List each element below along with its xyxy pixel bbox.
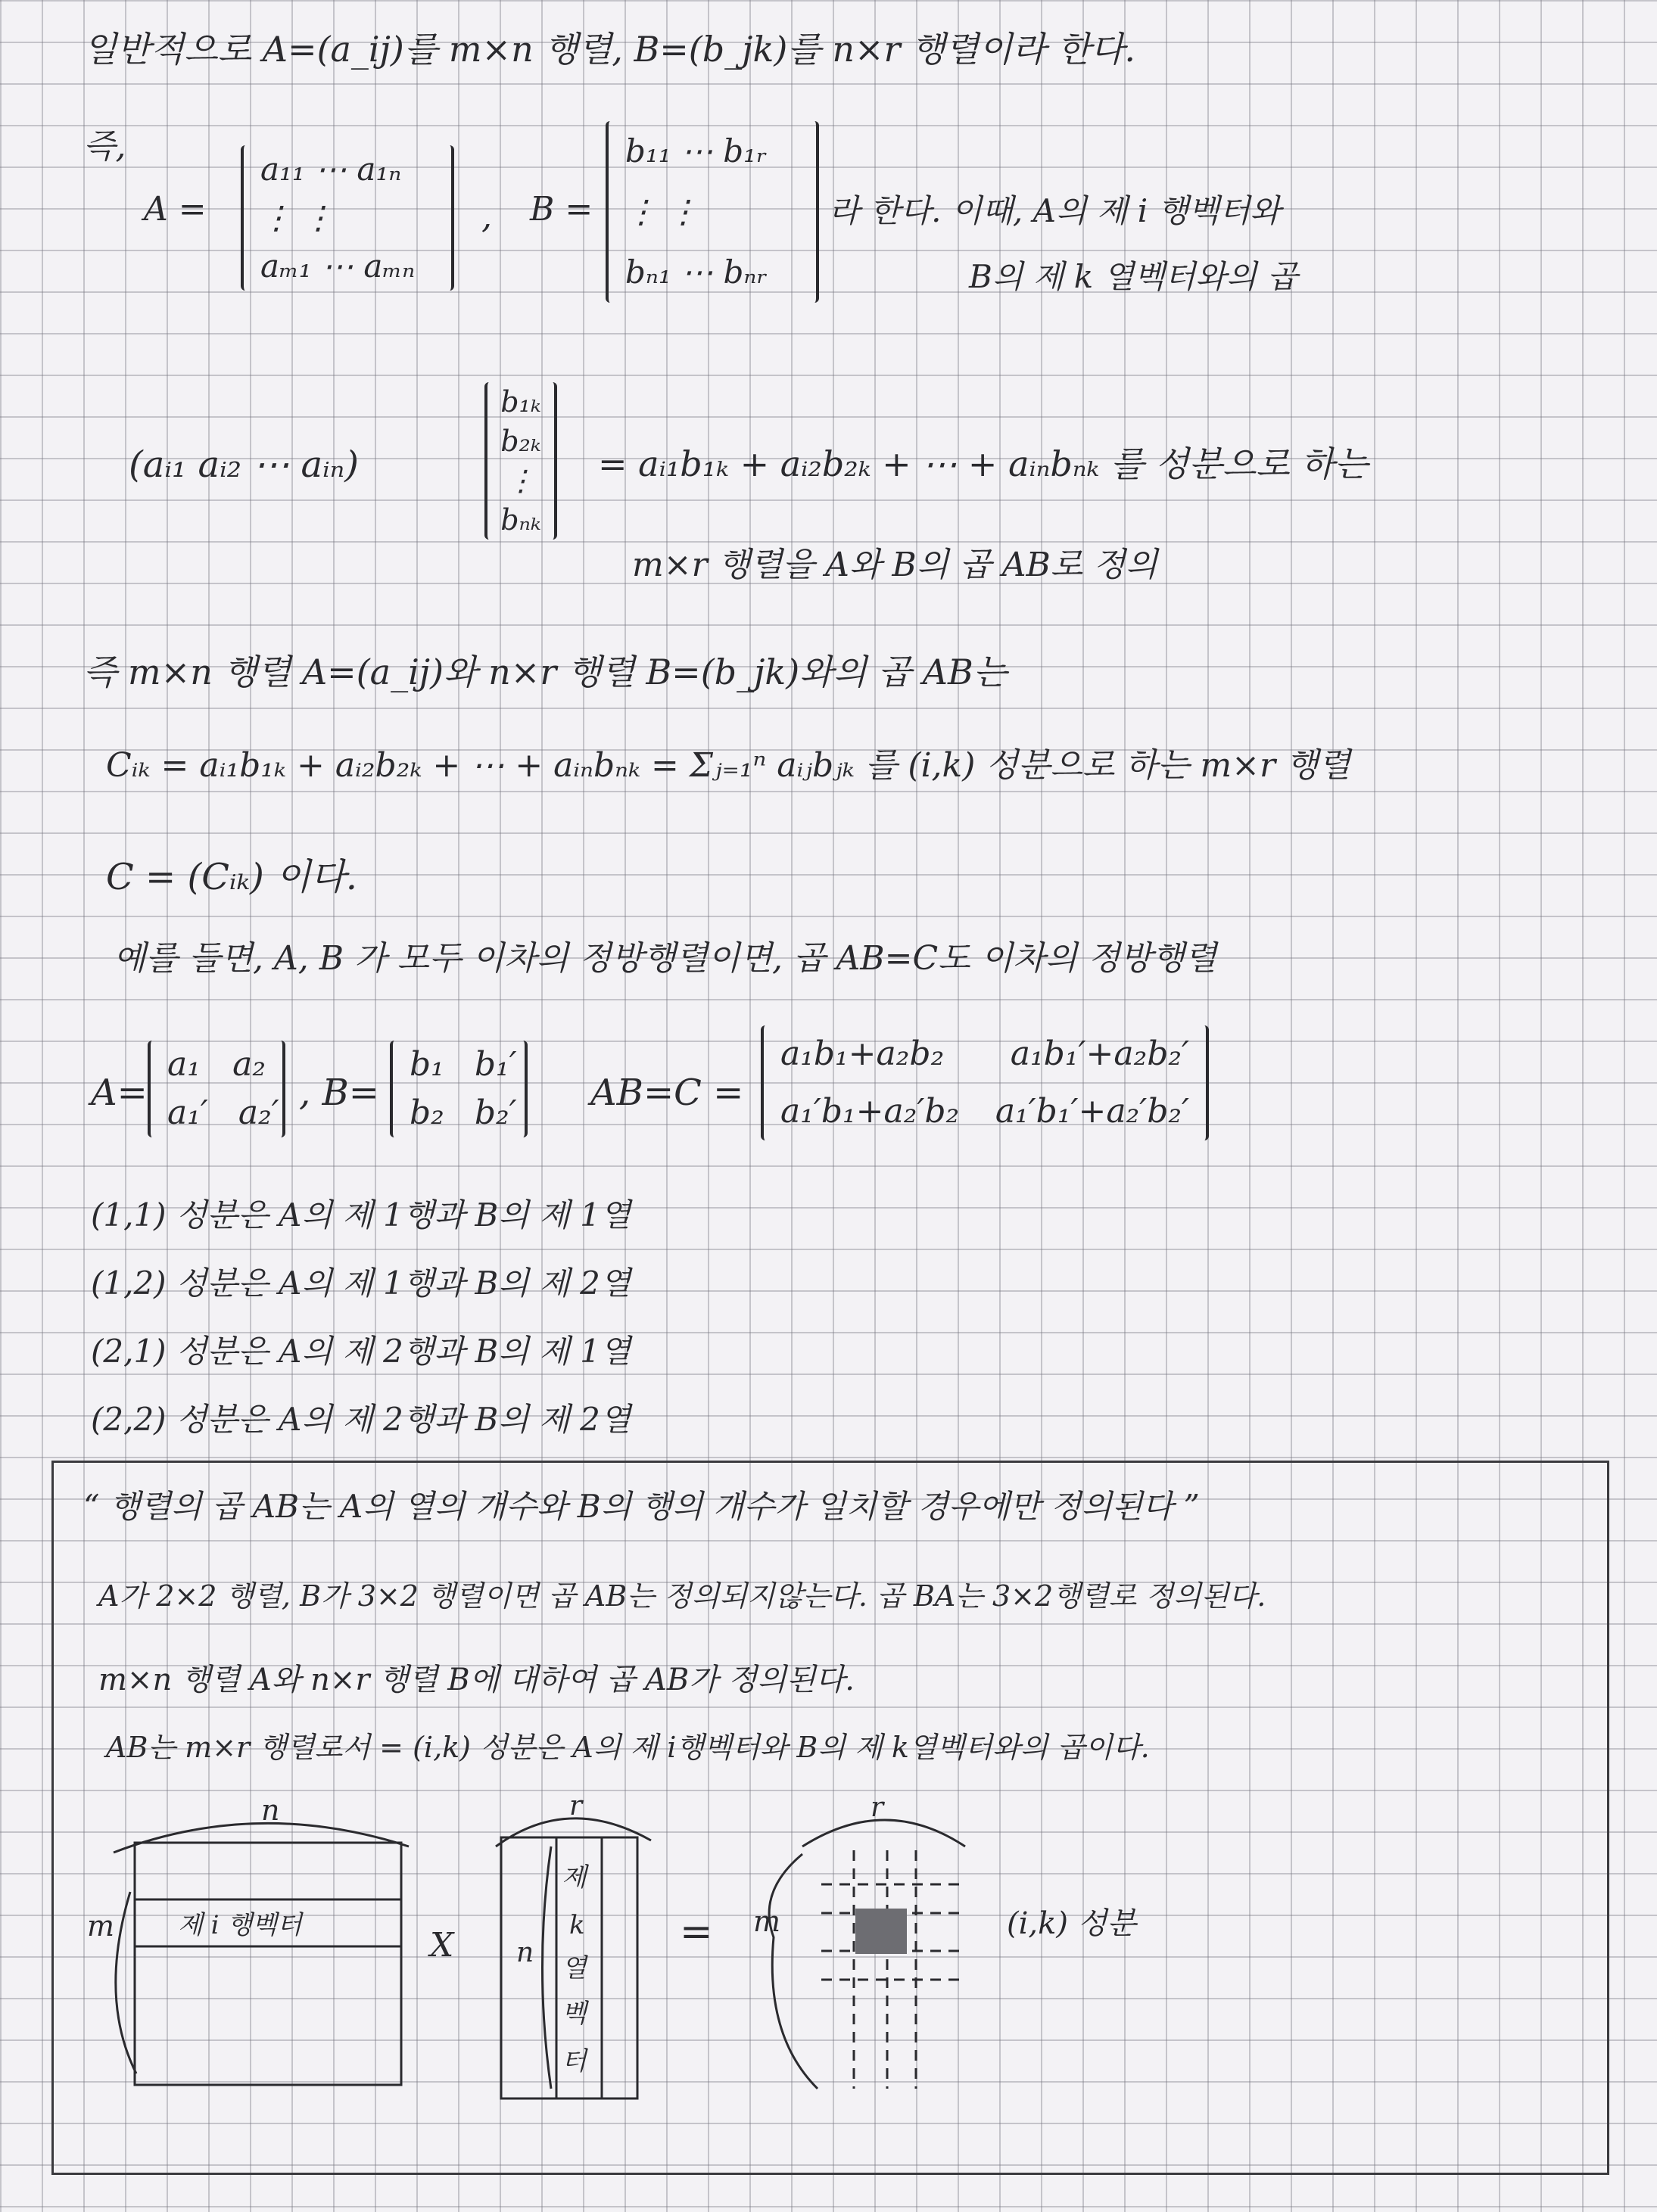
example-line: 예를 들면, A, B 가 모두 이차의 정방행렬이면, 곱 AB=C도 이차의 정방행렬 xyxy=(114,939,1217,978)
comma: , xyxy=(481,198,492,236)
column-label-char: 열 xyxy=(562,1953,587,1983)
element-line: (2,1) 성분은 A의 제 2행과 B의 제 1열 xyxy=(91,1333,631,1370)
matrix-entry: b₂ xyxy=(410,1094,444,1132)
definition-line: 즉 m×n 행렬 A=(a_ij)와 n×r 행렬 B=(b_jk)와의 곱 AB는 xyxy=(83,652,1008,692)
matrix-entry: b₂′ xyxy=(474,1094,517,1132)
matrix-entry: a₂′ xyxy=(238,1094,279,1132)
result-line: C = (Cᵢₖ) 이다. xyxy=(106,856,358,898)
formula-line: Cᵢₖ = aᵢ₁b₁ₖ + aᵢ₂b₂ₖ + ⋯ + aᵢₙbₙₖ = Σⱼ₌₁ⁿ aᵢⱼbⱼₖ 를 (i,k) 성분으로 하는 m×r 행렬 xyxy=(106,746,1350,785)
n-label: n xyxy=(261,1794,280,1827)
row-vector-label: 제 i 행벡터 xyxy=(178,1910,302,1940)
matB-label: B = xyxy=(530,190,593,229)
box-line-1: “ 행렬의 곱 AB는 A의 열의 개수와 B의 행의 개수가 일치할 경우에만 정의된다 ” xyxy=(83,1488,1200,1525)
matrix-entry: a₁b₁+a₂b₂ xyxy=(780,1034,945,1073)
row-vector: (aᵢ₁ aᵢ₂ ⋯ aᵢₙ) xyxy=(129,443,359,486)
product-line-1: = aᵢ₁b₁ₖ + aᵢ₂b₂ₖ + ⋯ + aᵢₙbₙₖ 를 성분으로 하는 xyxy=(598,443,1369,484)
matrix-entry: a₁′ xyxy=(167,1094,208,1132)
matrix-entry: a₁′b₁+a₂′b₂ xyxy=(780,1092,960,1131)
product-line-2: m×r 행렬을 A와 B의 곱 AB로 정의 xyxy=(632,546,1158,584)
m2-label: m xyxy=(753,1905,781,1938)
matrix-entry: a₁′b₁′+a₂′b₂′ xyxy=(995,1092,1189,1131)
column-vector xyxy=(484,382,557,540)
matrix-entry: b₁′ xyxy=(474,1045,517,1084)
column-label-char: k xyxy=(569,1910,585,1940)
vector-entry: b₂ₖ xyxy=(500,425,541,458)
vector-entry: ⋮ xyxy=(506,464,535,497)
matrix-B xyxy=(606,121,819,303)
example-matrix-B xyxy=(390,1041,528,1137)
box-line-3: m×n 행렬 A와 n×r 행렬 B에 대하여 곱 AB가 정의된다. xyxy=(98,1663,855,1697)
box-line-4: AB는 m×r 행렬로서 = (i,k) 성분은 A의 제 i행벡터와 B의 제 k열벡터와의 곱이다. xyxy=(106,1731,1150,1764)
intro-line: 일반적으로 A=(a_ij)를 m×n 행렬, B=(b_jk)를 n×r 행렬이라 한다. xyxy=(83,29,1135,70)
description-line-1: 라 한다. 이때, A의 제 i 행벡터와 xyxy=(829,192,1281,229)
example-matrix-A xyxy=(148,1041,285,1137)
matrix-row: a₁₁ ⋯ a₁ₙ xyxy=(260,151,402,188)
r-label: r xyxy=(569,1790,583,1822)
matrix-entry: b₁ xyxy=(410,1045,444,1084)
matrix-entry: a₂ xyxy=(232,1045,266,1084)
element-line: (1,2) 성분은 A의 제 1행과 B의 제 2열 xyxy=(91,1265,631,1302)
matrix-A xyxy=(241,145,454,291)
equals-sign: = xyxy=(680,1909,713,1955)
element-line: (1,1) 성분은 A의 제 1행과 B의 제 1열 xyxy=(91,1196,631,1234)
times-sign: X xyxy=(430,1926,454,1965)
r2-label: r xyxy=(871,1792,884,1823)
summary-box xyxy=(51,1461,1609,2175)
example-C-label: AB=C = xyxy=(590,1072,744,1114)
column-label-char: 제 xyxy=(562,1862,587,1893)
vector-entry: bₙₖ xyxy=(500,503,541,537)
m-label: m xyxy=(87,1909,115,1943)
example-B-label: , B= xyxy=(299,1072,380,1114)
description-line-2: B의 제 k 열벡터와의 곱 xyxy=(969,258,1298,295)
matrix-row: aₘ₁ ⋯ aₘₙ xyxy=(260,247,416,285)
matrix-row: ⋮ ⋮ xyxy=(260,199,335,236)
column-label-char: 터 xyxy=(562,2046,587,2077)
example-A-label: A= xyxy=(91,1072,148,1114)
column-label-char: 벡 xyxy=(562,1999,587,2029)
jeuk-label: 즉, xyxy=(83,127,126,166)
matA-label: A = xyxy=(144,190,207,229)
matrix-row: bₙ₁ ⋯ bₙᵣ xyxy=(625,254,768,291)
matrix-row: b₁₁ ⋯ b₁ᵣ xyxy=(625,132,768,170)
ik-element-label: (i,k) 성분 xyxy=(1007,1906,1136,1941)
vector-entry: b₁ₖ xyxy=(500,385,541,418)
matrix-row: ⋮ ⋮ xyxy=(625,193,699,230)
element-line: (2,2) 성분은 A의 제 2행과 B의 제 2열 xyxy=(91,1401,631,1438)
n2-label: n xyxy=(516,1937,534,1968)
matrix-entry: a₁ xyxy=(167,1045,201,1084)
box-line-2: A가 2×2 행렬, B가 3×2 행렬이면 곱 AB는 정의되지않는다. 곱 BA는 3×2행렬로 정의된다. xyxy=(98,1579,1266,1613)
example-matrix-C xyxy=(761,1025,1209,1140)
matrix-entry: a₁b₁′+a₂b₂′ xyxy=(1010,1034,1189,1073)
